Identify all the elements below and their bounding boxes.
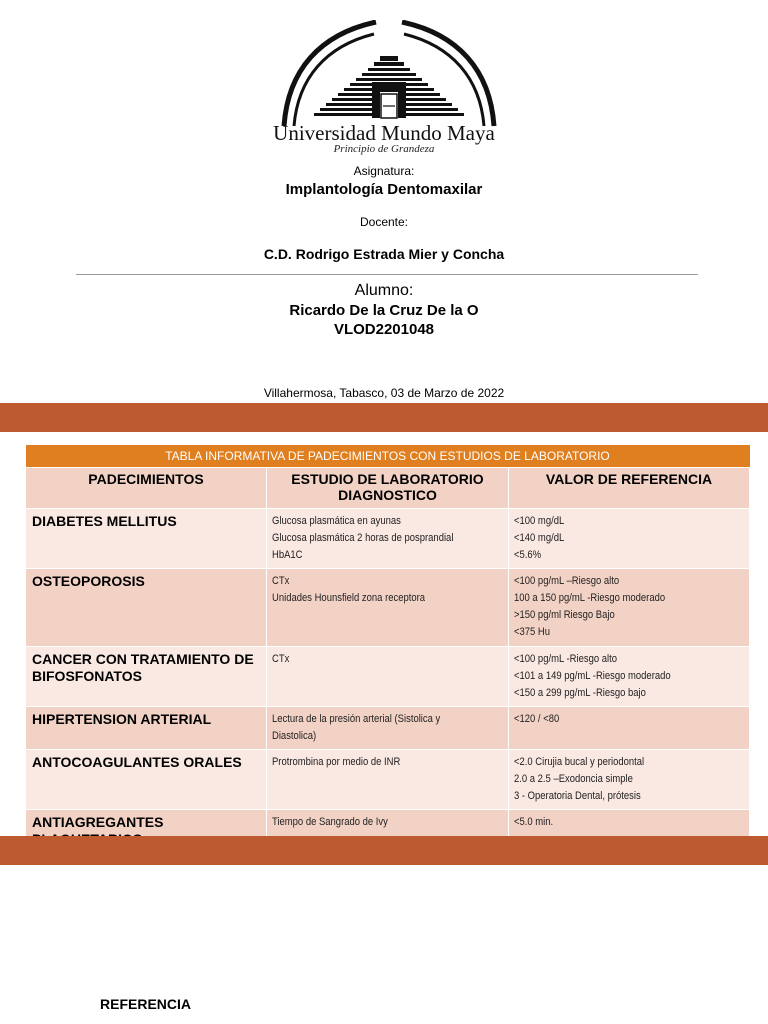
reference-value-line: <100 pg/mL -Riesgo alto [514, 653, 617, 665]
divider [76, 274, 698, 275]
condition-name: ANTIAGREGANTES [32, 814, 164, 830]
reference-value-line: <100 pg/mL –Riesgo alto [514, 575, 620, 587]
lab-study-line: Glucosa plasmática en ayunas [272, 515, 401, 527]
teacher-name: C.D. Rodrigo Estrada Mier y Concha [263, 246, 505, 262]
lab-study-cell [267, 569, 509, 647]
table-body [26, 509, 750, 853]
teacher-label: Docente: [359, 215, 409, 229]
reference-value-line: <5.0 min. [514, 816, 554, 828]
lab-study-line: HbA1C [272, 549, 303, 561]
condition-name: HIPERTENSION ARTERIAL [32, 711, 212, 727]
table-row [26, 509, 750, 569]
lab-study-line: Lectura de la presión arterial (Sistolica y [272, 713, 441, 725]
reference-value-cell [509, 509, 750, 569]
condition-name: CANCER CON TRATAMIENTO DE BIFOSFONATOS [32, 651, 254, 684]
bottom-color-band [0, 836, 768, 865]
condition-cell [26, 707, 267, 750]
reference-value-line: <140 mg/dL [514, 532, 565, 544]
reference-value-line: 100 a 150 pg/mL -Riesgo moderado [514, 592, 666, 604]
lab-study-cell [267, 707, 509, 750]
lab-studies-table-wrapper [25, 445, 749, 853]
table-row [26, 569, 750, 647]
reference-value-cell [509, 647, 750, 707]
lab-study-cell [267, 647, 509, 707]
top-color-band [0, 403, 768, 432]
lab-study-line: CTx [272, 653, 290, 665]
reference-value-line: <375 Hu [514, 626, 551, 638]
table-row [26, 647, 750, 707]
condition-cell [26, 750, 267, 810]
student-name: Ricardo De la Cruz De la O [289, 302, 479, 319]
reference-value-cell [509, 707, 750, 750]
condition-cell [26, 647, 267, 707]
university-motto: Principio de Grandeza [333, 143, 435, 155]
condition-cell [26, 509, 267, 569]
condition-name: ANTOCOAGULANTES ORALES [32, 754, 242, 770]
student-label: Alumno: [354, 282, 414, 299]
condition-name: DIABETES MELLITUS [32, 513, 177, 529]
reference-value-line: >150 pg/ml Riesgo Bajo [514, 609, 615, 621]
lab-study-line: CTx [272, 575, 290, 587]
reference-value-line: <120 / <80 [514, 713, 560, 725]
references-title: REFERENCIA [100, 996, 192, 1012]
lab-study-line: Protrombina por medio de INR [272, 756, 401, 768]
lab-study-line: Tiempo de Sangrado de Ivy [272, 816, 388, 828]
lab-study-cell [267, 750, 509, 810]
student-id: VLOD2201048 [333, 321, 435, 338]
reference-value-line: <2.0 Cirujia bucal y periodontal [514, 756, 645, 768]
table-row [26, 750, 750, 810]
condition-name: OSTEOPOROSIS [32, 573, 145, 589]
table-caption: TABLA INFORMATIVA DE PADECIMIENTOS CON ESTUDIOS DE LABORATORIO [26, 445, 750, 468]
reference-value-line: 3 - Operatoria Dental, prótesis [514, 790, 641, 802]
header-conditions: PADECIMIENTOS [26, 468, 267, 509]
condition-cell [26, 569, 267, 647]
header-lab-study: ESTUDIO DE LABORATORIO DIAGNOSTICO [267, 468, 509, 509]
reference-value-line: 2.0 a 2.5 –Exodoncia simple [514, 773, 633, 785]
university-name: Universidad Mundo Maya [273, 121, 495, 145]
reference-value-line: <100 mg/dL [514, 515, 565, 527]
subject-label: Asignatura: [353, 164, 415, 178]
lab-study-line: Diastolica) [272, 730, 317, 742]
lab-study-cell [267, 509, 509, 569]
reference-value-cell [509, 569, 750, 647]
place-date: Villahermosa, Tabasco, 03 de Marzo de 2022 [263, 386, 505, 400]
table-header-row [26, 468, 750, 509]
lab-study-line: Glucosa plasmática 2 horas de posprandial [272, 532, 454, 544]
lab-study-line: Unidades Hounsfield zona receptora [272, 592, 426, 604]
reference-value-line: <5.6% [514, 549, 542, 561]
table-row [26, 707, 750, 750]
subject-name: Implantología Dentomaxilar [285, 181, 483, 198]
lab-studies-table [25, 445, 750, 853]
header-reference-value: VALOR DE REFERENCIA [509, 468, 750, 509]
reference-value-line: <101 a 149 pg/mL -Riesgo moderado [514, 670, 671, 682]
reference-value-line: <150 a 299 pg/mL -Riesgo bajo [514, 687, 646, 699]
reference-value-cell [509, 750, 750, 810]
